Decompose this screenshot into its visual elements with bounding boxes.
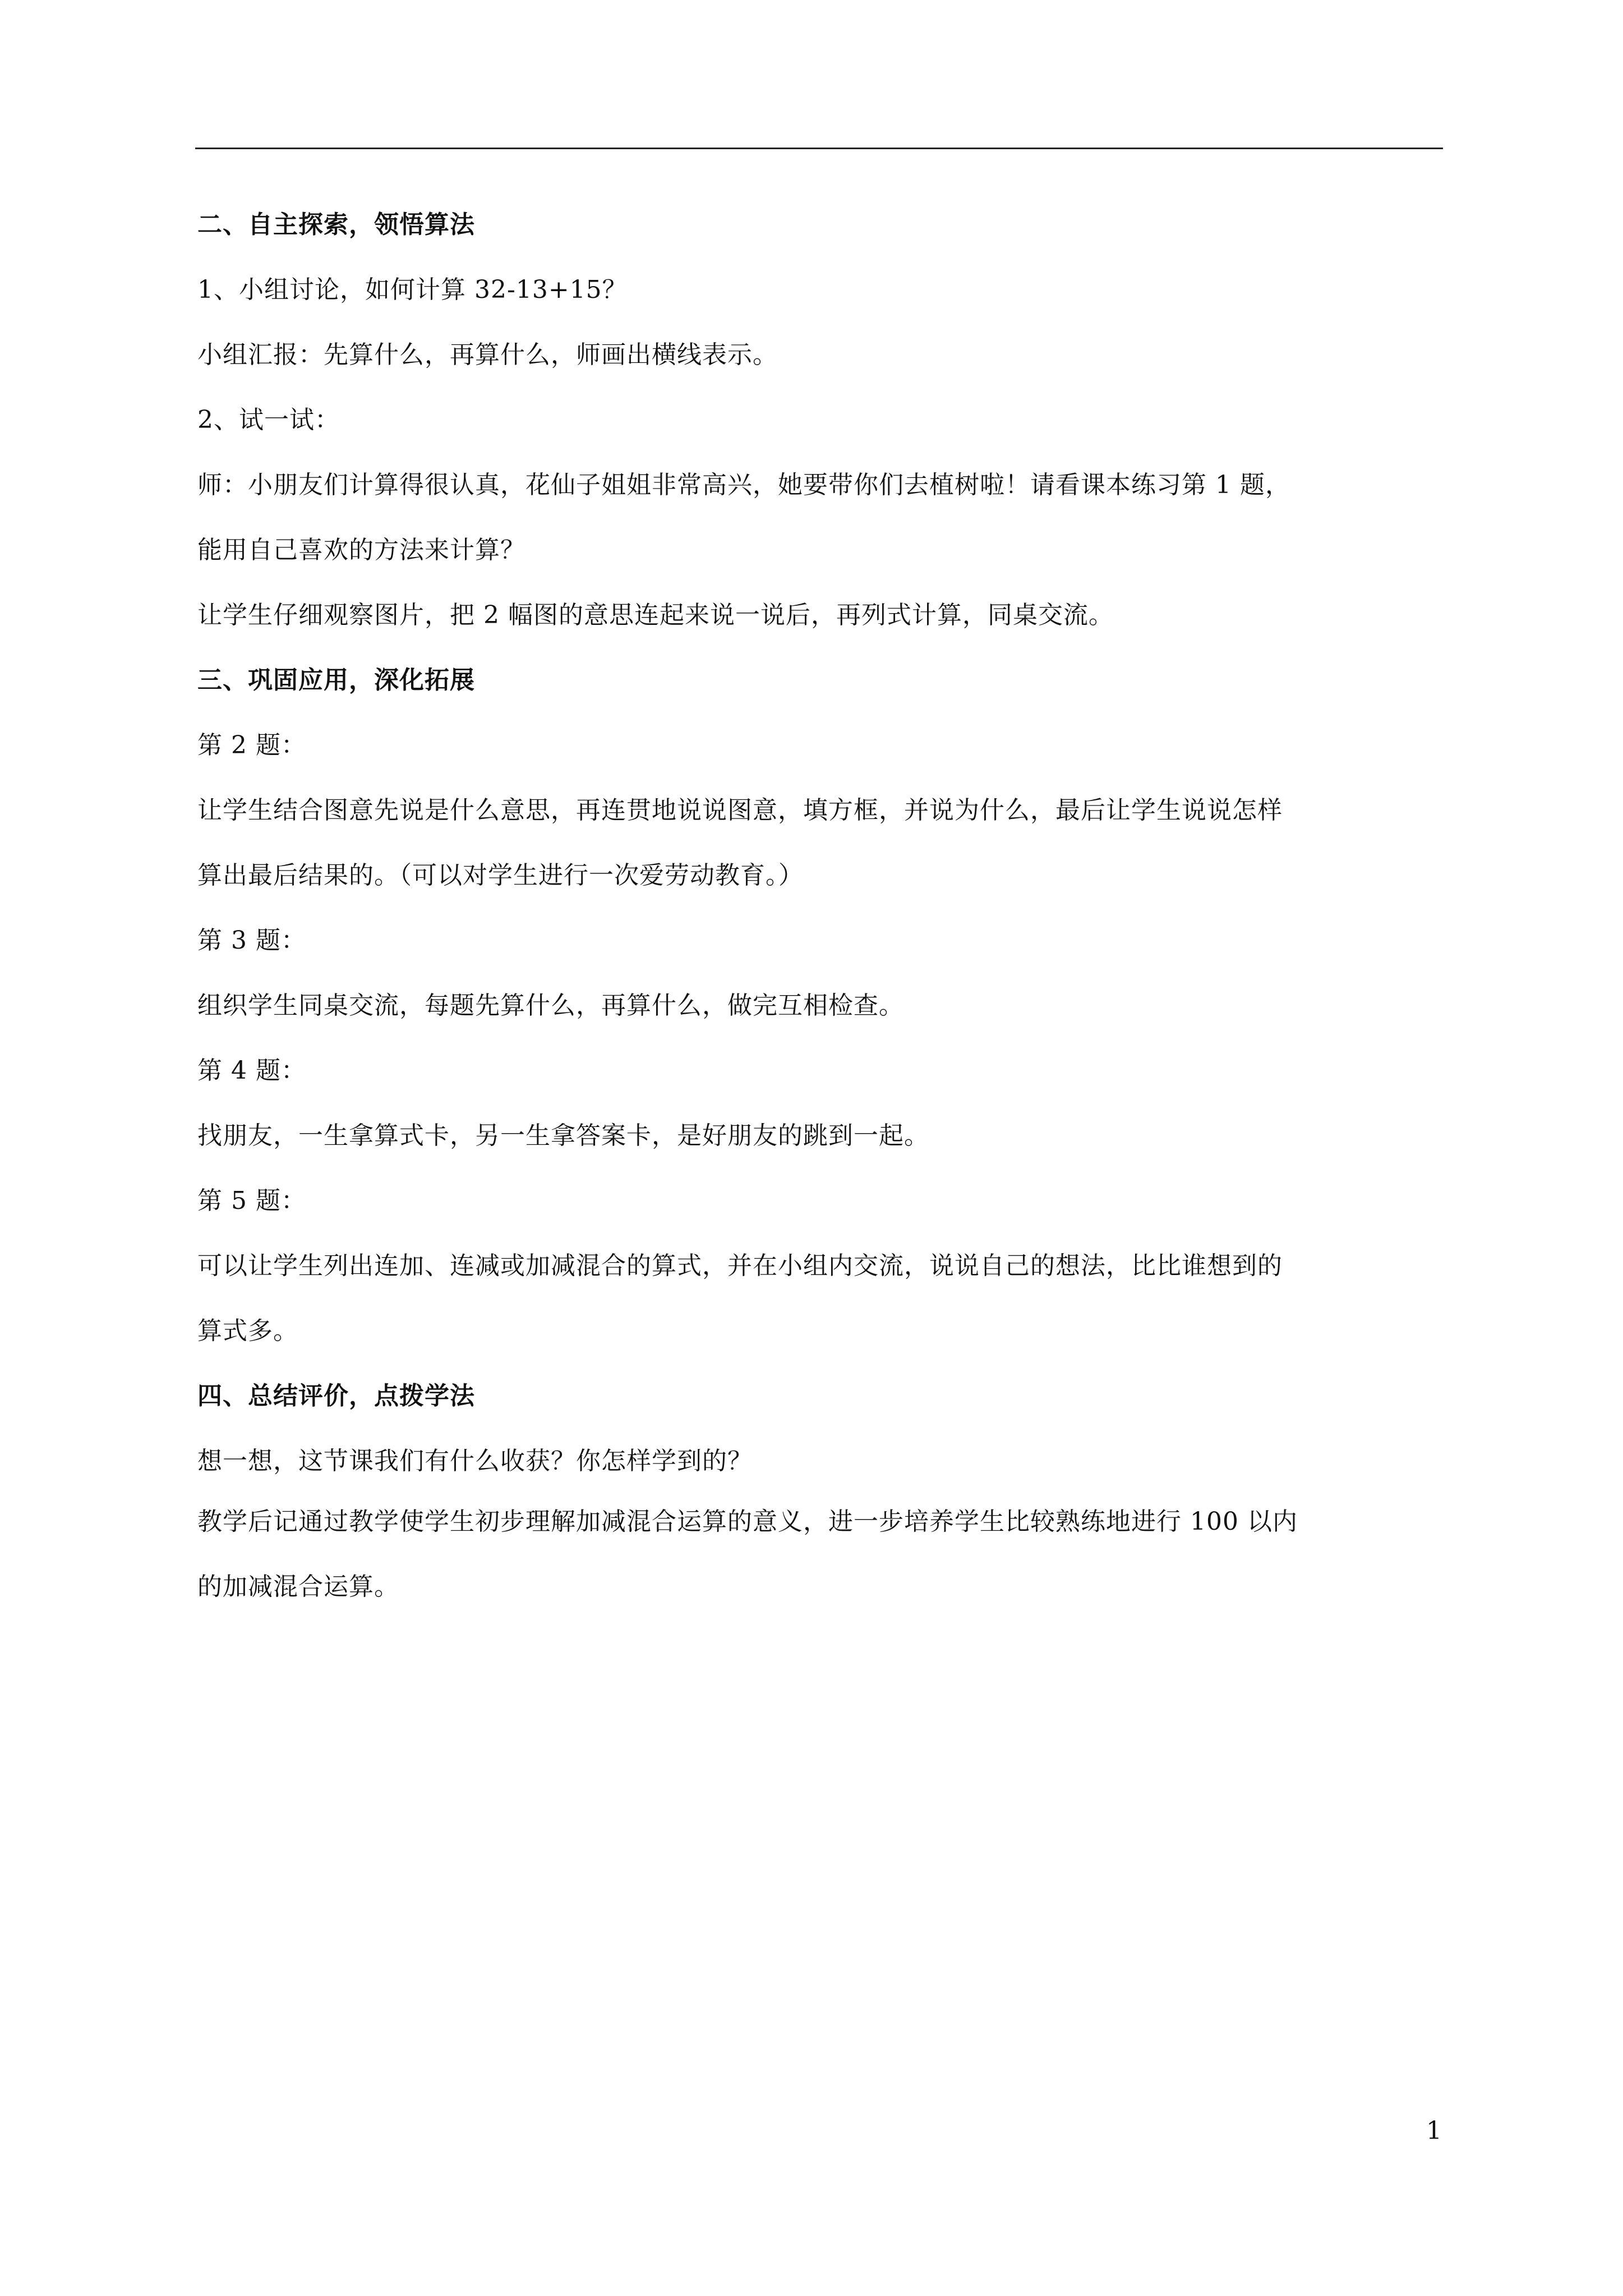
question-2-label: 第 2 题： (197, 731, 306, 760)
paragraph-item-2: 2、试一试： (197, 406, 340, 434)
question-3-text: 组织学生同桌交流，每题先算什么，再算什么，做完互相检查。 (197, 991, 904, 1020)
paragraph-teacher-line-2: 能用自己喜欢的方法来计算？ (197, 536, 525, 564)
section-heading-2: 二、自主探索，领悟算法 (197, 210, 475, 239)
paragraph-notes-line-1: 教学后记通过教学使学生初步理解加减混合运算的意义，进一步培养学生比较熟练地进行 100 以内 (197, 1507, 1298, 1536)
section-heading-3: 三、巩固应用，深化拓展 (197, 666, 475, 694)
section-heading-4: 四、总结评价，点拨学法 (197, 1382, 475, 1410)
question-5-line-1: 可以让学生列出连加、连减或加减混合的算式，并在小组内交流，说说自己的想法，比比谁想到的 (197, 1251, 1283, 1280)
paragraph-group-report: 小组汇报：先算什么，再算什么，师画出横线表示。 (197, 341, 778, 369)
paragraph-observe: 让学生仔细观察图片，把 2 幅图的意思连起来说一说后，再列式计算，同桌交流。 (197, 601, 1114, 629)
question-3-label: 第 3 题： (197, 926, 306, 955)
question-2-line-2: 算出最后结果的。（可以对学生进行一次爱劳动教育。） (197, 861, 804, 890)
paragraph-teacher-line-1: 师：小朋友们计算得很认真，花仙子姐姐非常高兴，她要带你们去植树啦！请看课本练习第 1 题， (197, 471, 1290, 499)
question-2-line-1: 让学生结合图意先说是什么意思，再连贯地说说图意，填方框，并说为什么，最后让学生说说怎样 (197, 796, 1283, 825)
question-4-text: 找朋友，一生拿算式卡，另一生拿答案卡，是好朋友的跳到一起。 (197, 1121, 929, 1150)
paragraph-notes-line-2: 的加减混合运算。 (197, 1572, 399, 1601)
page-number: 1 (1426, 2116, 1442, 2145)
header-rule (195, 148, 1443, 149)
paragraph-item-1: 1、小组讨论，如何计算 32-13+15？ (197, 275, 628, 304)
question-5-line-2: 算式多。 (197, 1317, 298, 1345)
document-body (197, 209, 1437, 1603)
paragraph-think: 想一想，这节课我们有什么收获？你怎样学到的？ (197, 1447, 753, 1475)
question-5-label: 第 5 题： (197, 1186, 306, 1215)
question-4-label: 第 4 题： (197, 1056, 306, 1085)
